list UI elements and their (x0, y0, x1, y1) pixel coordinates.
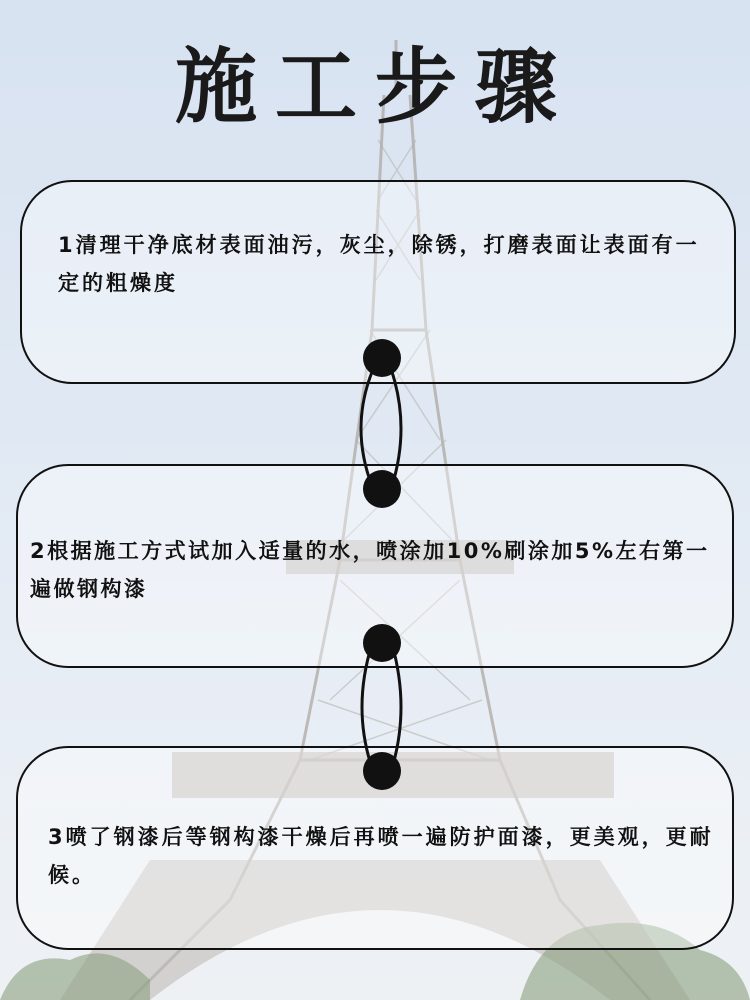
step-2-text: 2根据施工方式试加入适量的水，喷涂加10%刷涂加5%左右第一遍做钢构漆 (30, 539, 710, 601)
step-3-text: 3喷了钢漆后等钢构漆干燥后再喷一遍防护面漆，更美观，更耐候。 (48, 825, 714, 887)
connector-dot (363, 752, 401, 790)
connector-dot (363, 624, 401, 662)
connector-dot (363, 339, 401, 377)
connector-dot (363, 470, 401, 508)
step-1-text: 1清理干净底材表面油污，灰尘，除锈，打磨表面让表面有一定的粗燥度 (58, 233, 700, 295)
page-title: 施工步骤 (174, 40, 575, 135)
